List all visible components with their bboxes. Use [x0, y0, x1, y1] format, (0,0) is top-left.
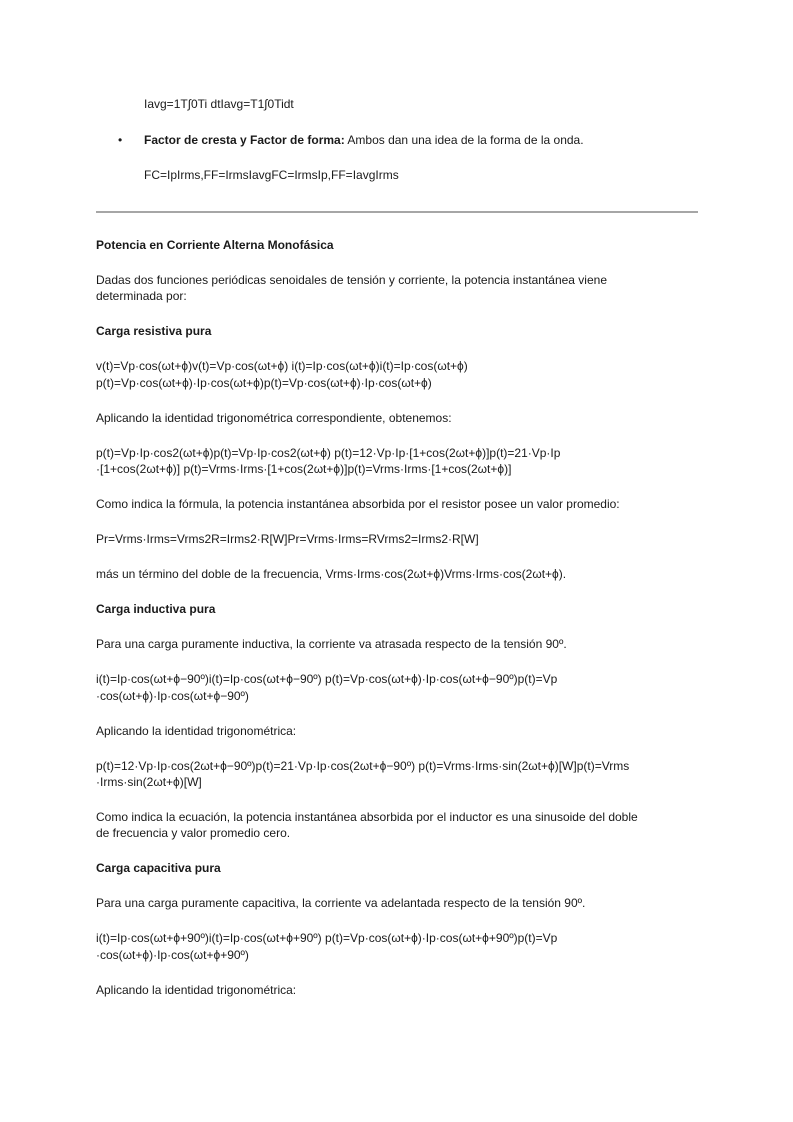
resistive-double-frequency-text: más un término del doble de la frecuencia, Vrms·Irms·cos⁡(2ωt+ϕ)Vrms·Irms·cos(2ωt+ϕ).	[96, 567, 567, 581]
bullet-bold-label: Factor de cresta y Factor de forma:	[144, 133, 345, 147]
resistive-identity-text: Aplicando la identidad trigonométrica correspondiente, obtenemos:	[96, 411, 452, 425]
capacitive-identity-text: Aplicando la identidad trigonométrica:	[96, 983, 297, 997]
inductive-text: Para una carga puramente inductiva, la corriente va atrasada respecto de la tensión 90º.	[96, 637, 567, 651]
inductive-formula-4: ·Irms·sin(2ωt+ϕ)[W]	[96, 775, 202, 789]
resistive-average-text: Como indica la fórmula, la potencia instantánea absorbida por el resistor posee un valor promedio:	[96, 497, 620, 511]
resistive-heading: Carga resistiva pura	[96, 324, 212, 338]
horizontal-divider	[96, 211, 698, 213]
resistive-formula-1: v(t)=Vp·cos⁡(ωt+ϕ)v(t)=Vp·cos(ωt+ϕ) i(t)=Ip·cos⁡(ωt+ϕ)i(t)=Ip·cos(ωt+ϕ)	[96, 359, 468, 373]
capacitive-heading: Carga capacitiva pura	[96, 861, 221, 875]
inductive-formula-2: ·cos(ωt+ϕ)·Ip·cos(ωt+ϕ−90º)	[96, 689, 249, 703]
intro-line-2: determinada por:	[96, 289, 187, 303]
inductive-conclusion-2: de frecuencia y valor promedio cero.	[96, 826, 291, 840]
section-heading: Potencia en Corriente Alterna Monofásica	[96, 238, 334, 252]
resistive-formula-4: ·[1+cos(2ωt+ϕ)] p(t)=Vrms·Irms·[1+cos⁡(2ωt+ϕ)]p(t)=Vrms·Irms·[1+cos(2ωt+ϕ)]	[96, 462, 512, 476]
inductive-identity-text: Aplicando la identidad trigonométrica:	[96, 724, 297, 738]
intro-line-1: Dadas dos funciones periódicas senoidales de tensión y corriente, la potencia instantánea viene	[96, 273, 607, 287]
capacitive-text: Para una carga puramente capacitiva, la corriente va adelantada respecto de la tensión 90º.	[96, 896, 586, 910]
bullet-text: Ambos dan una idea de la forma de la onda.	[344, 133, 584, 147]
iavg-formula: Iavg=1T∫0Ti dtIavg=T1∫0Tidt	[144, 97, 294, 111]
resistive-formula-2: p(t)=Vp·cos⁡(ωt+ϕ)·Ip·cos⁡(ωt+ϕ)p(t)=Vp·cos(ωt+ϕ)·Ip·cos(ωt+ϕ)	[96, 376, 432, 390]
inductive-heading: Carga inductiva pura	[96, 602, 216, 616]
resistive-formula-3: p(t)=Vp·Ip·cos⁡2(ωt+ϕ)p(t)=Vp·Ip·cos2(ωt+ϕ) p(t)=12·Vp·Ip·[1+cos⁡(2ωt+ϕ)]p(t)=21·Vp·Ip	[96, 446, 561, 460]
resistive-pr-formula: Pr=Vrms·Irms=Vrms2R=Irms2·R[W]Pr=Vrms·Irms=RVrms2=Irms2·R[W]	[96, 532, 479, 546]
bullet-crest-form-factor	[118, 132, 698, 148]
fc-ff-formula: FC=IpIrms,FF=IrmsIavgFC=IrmsIp,FF=IavgIrms	[144, 168, 399, 182]
bullet-icon: •	[118, 133, 123, 147]
capacitive-formula-2: ·cos(ωt+ϕ)·Ip·cos(ωt+ϕ+90º)	[96, 948, 249, 962]
inductive-formula-1: i(t)=Ip·cos⁡(ωt+ϕ−90º)i(t)=Ip·cos(ωt+ϕ−90º) p(t)=Vp·cos⁡(ωt+ϕ)·Ip·cos⁡(ωt+ϕ−90º)p(t)=Vp	[96, 672, 558, 686]
inductive-conclusion-1: Como indica la ecuación, la potencia instantánea absorbida por el inductor es una sinusoide del doble	[96, 810, 638, 824]
capacitive-formula-1: i(t)=Ip·cos⁡(ωt+ϕ+90º)i(t)=Ip·cos(ωt+ϕ+90º) p(t)=Vp·cos⁡(ωt+ϕ)·Ip·cos⁡(ωt+ϕ+90º)p(t)=Vp	[96, 931, 558, 945]
inductive-formula-3: p(t)=12·Vp·Ip·cos⁡(2ωt+ϕ−90º)p(t)=21·Vp·Ip·cos(2ωt+ϕ−90º) p(t)=Vrms·Irms·sin⁡(2ωt+ϕ)[W]p(t)=Vrms	[96, 759, 630, 773]
